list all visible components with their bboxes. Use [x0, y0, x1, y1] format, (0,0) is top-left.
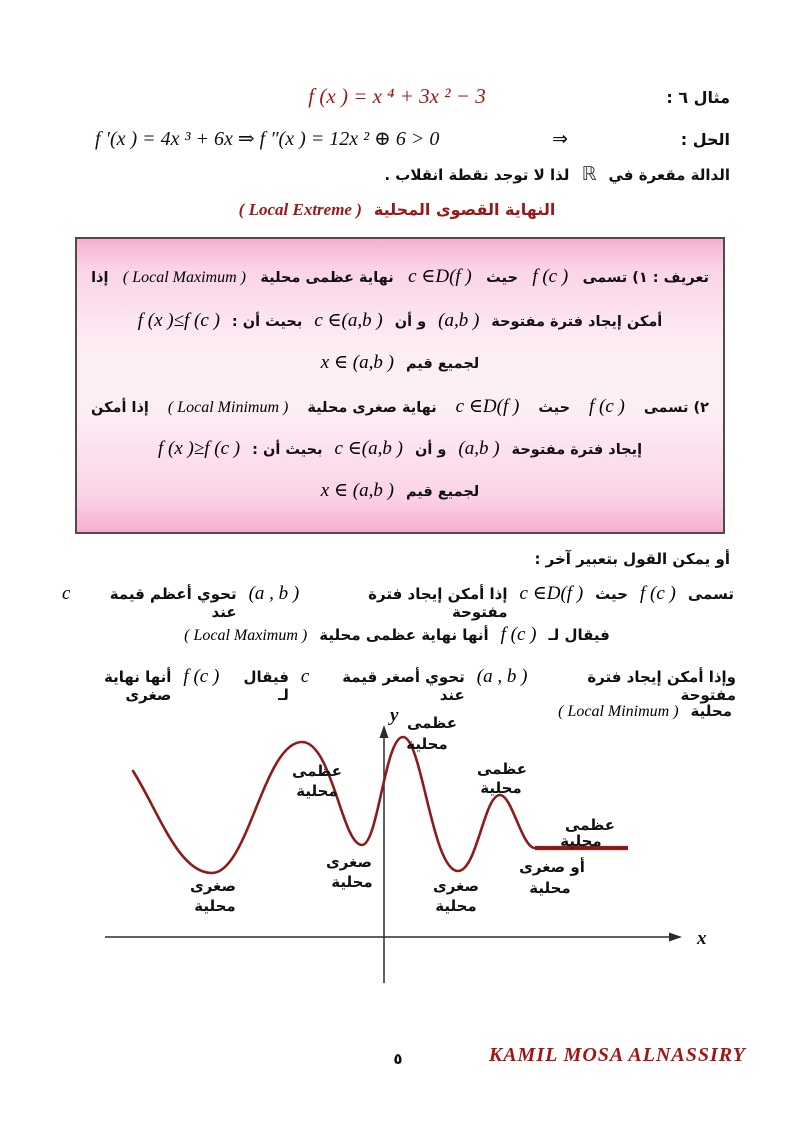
solution-label: الحل :: [680, 130, 730, 149]
text-segment-m: f (c ): [500, 624, 537, 645]
text-segment-m: f (x )≤f (c ): [137, 310, 220, 331]
y-axis-label: y: [390, 705, 399, 726]
definition-line-4: [91, 395, 709, 418]
text-segment-en: ( Local Maximum ): [122, 269, 246, 286]
text-segment-ar: إذا أمكن: [91, 400, 149, 416]
implies-arrow: ⇒: [552, 128, 568, 150]
definition-box: [75, 237, 725, 534]
text-segment-m: c ∈D(f ): [519, 583, 584, 604]
text-segment-m: c: [300, 666, 310, 687]
graph-annotation: عظمى: [564, 816, 616, 834]
graph-annotation: صغرى: [189, 877, 237, 895]
definition-line-5: [91, 437, 709, 460]
text-segment-ar: فيقال لـ: [243, 668, 289, 704]
text-segment-m: c: [62, 583, 71, 604]
graph-annotation: محلية: [331, 873, 373, 891]
definition-line-1: [91, 265, 709, 288]
definition-line-3: [91, 351, 709, 374]
text-segment-m: c ∈(a,b ): [314, 310, 383, 331]
text-segment-en: ( Local Minimum ): [167, 399, 289, 416]
concavity-sentence: [384, 163, 730, 185]
y-axis-arrow-icon: [380, 725, 389, 738]
graph-annotation: عظمى: [406, 714, 458, 732]
graph-annotation: محلية: [480, 779, 522, 797]
graph-annotation: صغرى: [325, 853, 373, 871]
text-segment-en: ( Local Extreme ): [238, 200, 362, 219]
text-segment-ar: تعريف : ١) تسمى: [582, 270, 709, 286]
graph-annotation: عظمى: [476, 760, 528, 778]
text-segment-m: c ∈D(f ): [455, 396, 520, 417]
text-segment-ar: وإذا أمكن إيجاد فترة مفتوحة: [587, 668, 736, 704]
text-segment-ar: إيجاد فترة مفتوحة: [511, 442, 643, 458]
text-segment-m: f (c ): [589, 396, 625, 417]
author-signature: KAMIL MOSA ALNASSIRY: [488, 1044, 746, 1066]
text-segment-ar: بحيث أن :: [252, 442, 323, 458]
definition-line-2: [91, 309, 709, 332]
text-segment-bb: ℝ: [581, 163, 597, 185]
text-segment-ar: تحوي أصغر قيمة عند: [342, 668, 465, 704]
text-segment-ar: أنها نهاية صغرى: [103, 668, 172, 704]
alt-wording-max-line1: [62, 582, 734, 621]
text-segment-ar: إذا: [91, 270, 109, 286]
text-segment-ar: أو يمكن القول بتعبير آخر :: [534, 550, 730, 568]
solution-row: [95, 126, 730, 151]
alt-wording-max-line2: [0, 624, 794, 646]
text-segment-ar: حيث: [538, 400, 571, 416]
page-number: ٥: [393, 1050, 403, 1068]
text-segment-ar: نهاية عظمى محلية: [260, 270, 394, 286]
extrema-graph: [0, 695, 794, 1005]
text-segment-ar: فيقال لـ: [548, 626, 610, 644]
text-segment-ar: النهاية القصوى المحلية: [373, 200, 556, 219]
text-segment-ar: الدالة مقعرة في: [608, 166, 730, 184]
text-segment-ar: إذا أمكن إيجاد فترة مفتوحة: [368, 585, 508, 621]
text-segment-en: ( Local Maximum ): [184, 627, 308, 644]
definition-line-6: [91, 479, 709, 502]
text-segment-m: f (x )≥f (c ): [157, 438, 241, 459]
text-segment-m: (a , b ): [248, 583, 300, 604]
text-segment-m: f (c ): [183, 666, 220, 687]
graph-annotation: أو صغرى: [519, 858, 585, 876]
graph-annotation: محلية: [529, 879, 571, 897]
text-segment-m: (a,b ): [458, 438, 500, 459]
example-label: مثال ٦ :: [666, 88, 730, 107]
graph-annotation: محلية: [406, 735, 448, 753]
text-segment-m: x ∈ (a,b ): [320, 480, 394, 501]
text-segment-ar: و أن: [414, 442, 447, 458]
alt-wording-intro: [534, 550, 730, 568]
text-segment-m: c ∈(a,b ): [334, 438, 403, 459]
text-segment-ar: أنها نهاية عظمى محلية: [319, 626, 489, 644]
x-axis-arrow-icon: [669, 933, 682, 942]
text-segment-ar: لذا لا توجد نقطة انقلاب .: [384, 166, 570, 184]
text-segment-m: x ∈ (a,b ): [320, 352, 394, 373]
text-segment-ar: لجميع قيم: [405, 484, 480, 500]
text-segment-m: f (c ): [532, 266, 569, 287]
text-segment-ar: أمكن إيجاد فترة مفتوحة: [491, 314, 663, 330]
text-segment-m: (a , b ): [476, 666, 528, 687]
text-segment-ar: حيث: [595, 585, 628, 603]
text-segment-m: (a,b ): [438, 310, 480, 331]
text-segment-ar: محلية: [690, 702, 732, 720]
text-segment-en: ( Local Minimum ): [558, 703, 679, 720]
text-segment-ar: تحوي أعظم قيمة عند: [109, 585, 237, 621]
text-segment-m: c ∈D(f ): [408, 266, 472, 287]
graph-annotation: صغرى: [432, 877, 480, 895]
text-segment-ar: ٢) تسمى: [643, 400, 709, 416]
x-axis-label: x: [697, 928, 707, 949]
derivative-equations: f ′(x ) = 4x ³ + 6x ⇒ f ″(x ) = 12x ² ⊕ 6 > 0: [95, 128, 440, 150]
text-segment-ar: بحيث أن :: [231, 314, 303, 330]
graph-annotation: محلية: [296, 782, 338, 800]
section-title: [0, 200, 794, 220]
text-segment-ar: حيث: [486, 270, 518, 286]
graph-annotation: عظمى: [291, 762, 343, 780]
text-segment-ar: و أن: [394, 314, 427, 330]
function-equation: f (x ) = x ⁴ + 3x ² − 3: [308, 84, 486, 108]
text-segment-m: f (c ): [639, 583, 676, 604]
text-segment-ar: تسمى: [687, 585, 734, 603]
text-segment-ar: نهاية صغرى محلية: [307, 400, 437, 416]
graph-annotation: محلية: [560, 832, 602, 850]
text-segment-ar: لجميع قيم: [405, 356, 480, 372]
graph-annotation: محلية: [194, 897, 236, 915]
graph-annotation: محلية: [435, 897, 477, 915]
